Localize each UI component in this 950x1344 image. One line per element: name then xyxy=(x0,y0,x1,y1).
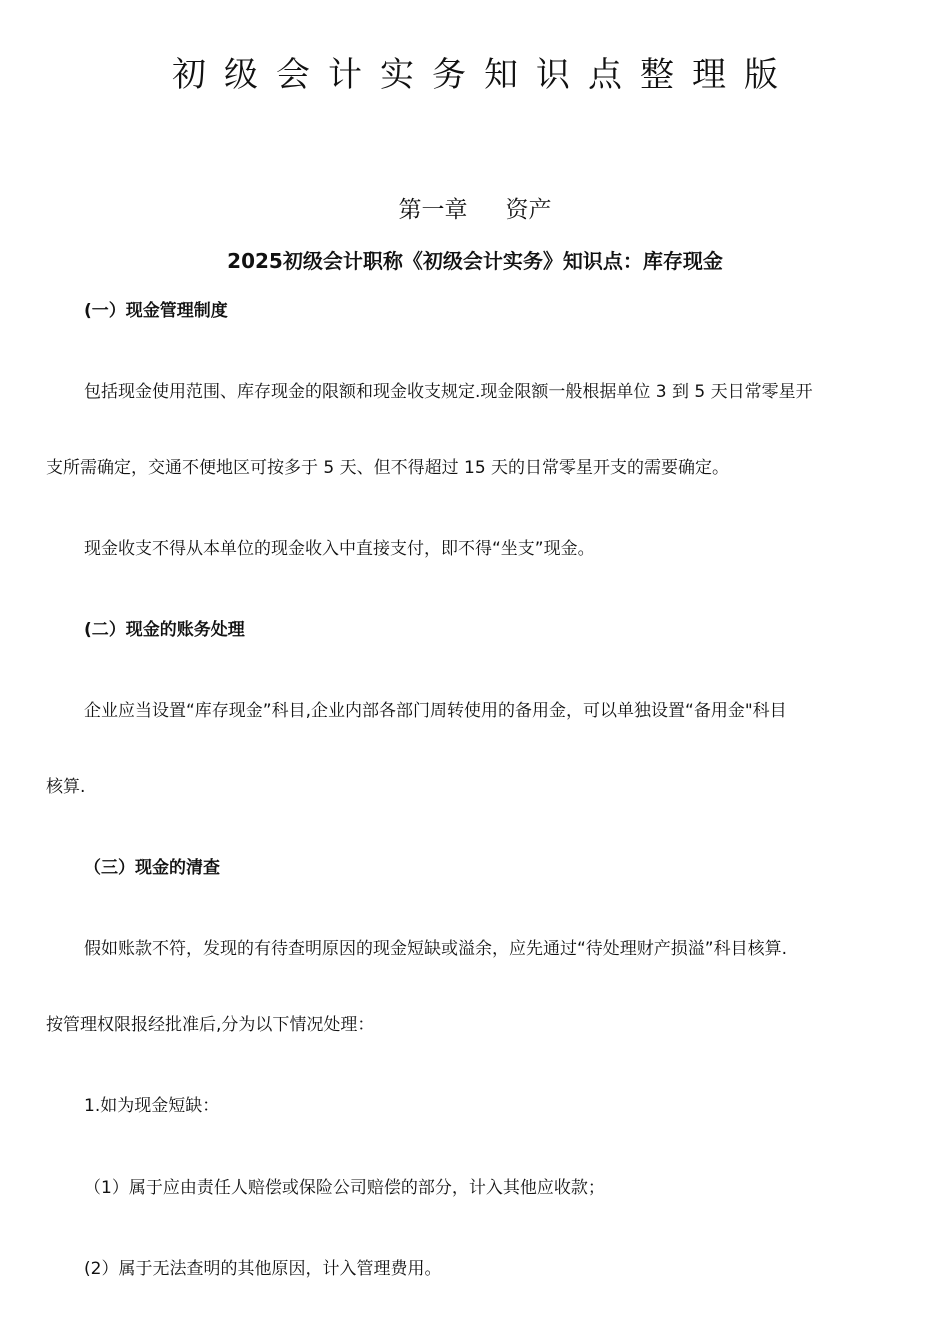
paragraph-1-line-2: 支所需确定，交通不便地区可按多于 5 天、但不得超过 15 天的日常零星开支的需要确定。 xyxy=(46,458,730,478)
heading-cash-inventory-check: （三）现金的清查 xyxy=(84,858,220,878)
chapter-heading xyxy=(0,193,950,227)
chapter-number: 第一章 xyxy=(398,197,468,223)
paragraph-3-line-1: 企业应当设置“库存现金”科目,企业内部各部门周转使用的备用金，可以单独设置“备用金"科目 xyxy=(84,701,787,721)
paragraph-1-line-1: 包括现金使用范围、库存现金的限额和现金收支规定.现金限额一般根据单位 3 到 5 天日常零星开 xyxy=(84,382,813,402)
heading-cash-accounting: (二）现金的账务处理 xyxy=(84,620,245,640)
list-item-shortage-2: (2）属于无法查明的其他原因，计入管理费用。 xyxy=(84,1259,442,1279)
chapter-name: 资产 xyxy=(505,197,552,223)
document-title: 初级会计实务知识点整理版 xyxy=(172,55,796,95)
paragraph-4-line-2: 按管理权限报经批准后,分为以下情况处理： xyxy=(46,1015,375,1035)
heading-cash-management: (一）现金管理制度 xyxy=(84,301,228,321)
section-title: 2025初级会计职称《初级会计实务》知识点：库存现金 xyxy=(227,249,723,273)
paragraph-2: 现金收支不得从本单位的现金收入中直接支付，即不得“坐支”现金。 xyxy=(84,539,595,559)
paragraph-3-line-2: 核算. xyxy=(46,777,86,797)
list-item-shortage-1: （1）属于应由责任人赔偿或保险公司赔偿的部分，计入其他应收款； xyxy=(84,1178,605,1198)
paragraph-4-line-1: 假如账款不符，发现的有待查明原因的现金短缺或溢余，应先通过“待处理财产损溢”科目核算. xyxy=(84,939,788,959)
list-item-cash-shortage: 1.如为现金短缺： xyxy=(84,1096,220,1116)
